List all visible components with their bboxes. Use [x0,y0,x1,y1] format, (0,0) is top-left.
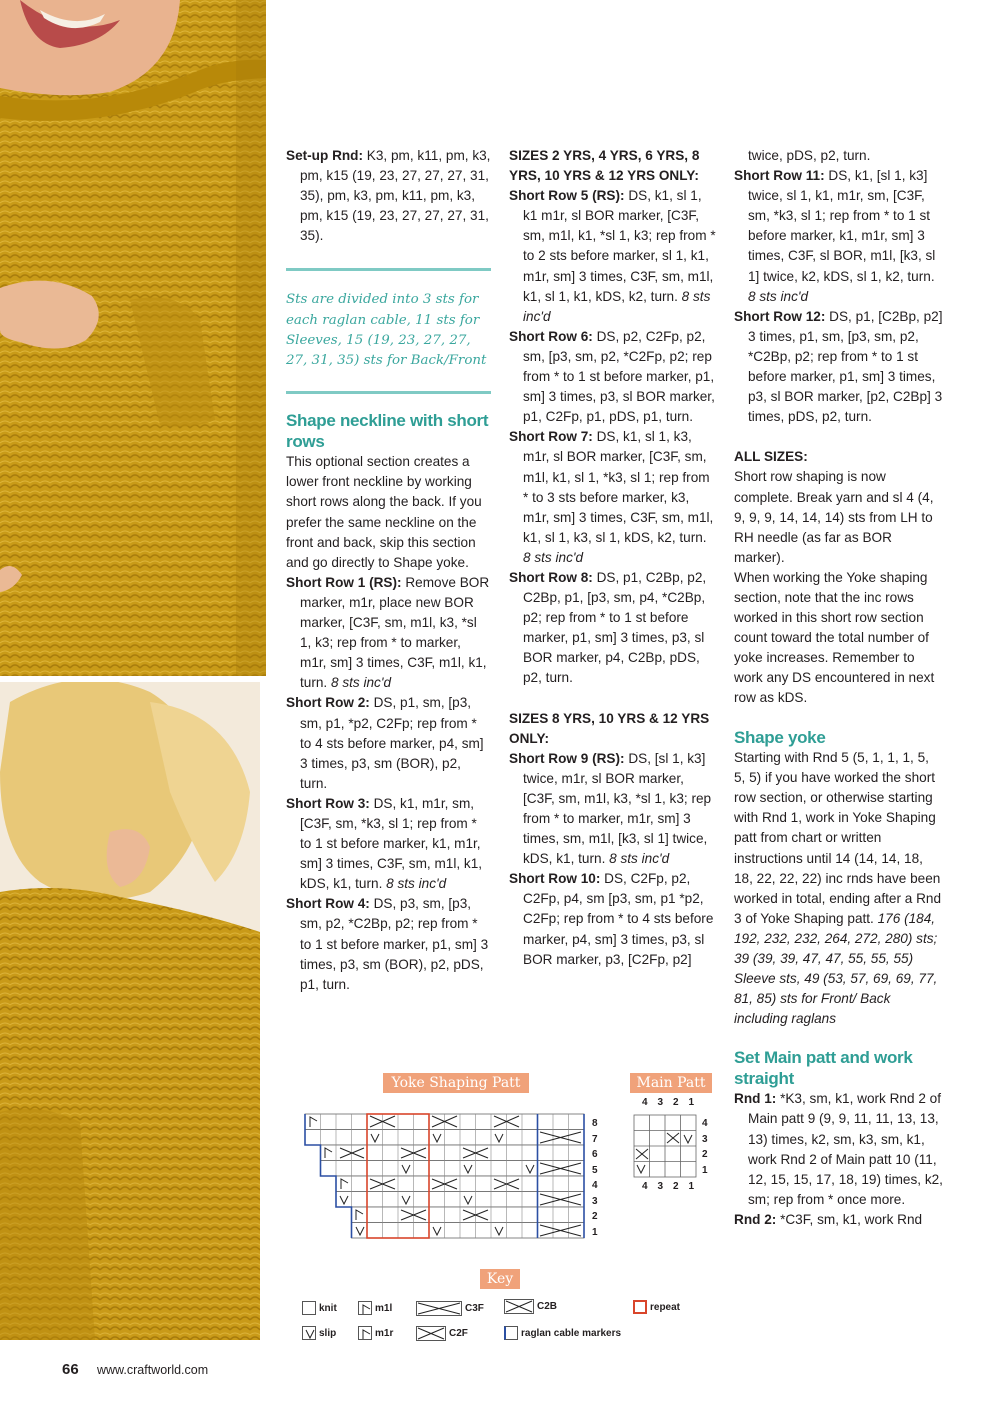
main-col-number: 1 [688,1097,695,1108]
short-row-9-label: Short Row 9 (RS): [509,750,625,766]
shape-yoke-body: Starting with Rnd 5 (5, 1, 1, 1, 5, 5, 5) if you have worked the short row section, or otherwise starting with Rnd 1, work in Yoke Shaping patt from chart or written instructions until 14 (14, 14, 18, 18, 22, 22, 22) inc rnds have been worked in total, ending after a Rnd 3 of Yoke Shaping patt. [734,750,942,926]
key-c2f-label: C2F [449,1328,468,1339]
short-row-11-text: DS, k1, [sl 1, k3] twice, sl 1, k1, m1r, sm, [C3F, sm, *k3, sl 1; rep from * to 1 st before marker, k1, m1r, sm] 3 times, C3F, sl BOR, m1l, [k3, sl 1] twice, k2, kDS, sl 1, k2, turn. [748,168,936,284]
short-row-9-text: DS, [sl 1, k3] twice, m1r, sl BOR marker, [C3F, sm, m1l, k3, *sl 1, k3; rep from * to marker, m1r, sm] 3 times, sm, m1l, [k3, sl 1] twice, kDS, k1, turn. [523,750,712,867]
short-row-1-text: Remove BOR marker, m1r, place new BOR marker, [C3F, sm, m1l, k3, *sl 1, k3; rep from * to marker, m1r, sm] 3 times, C3F, m1l, k1, turn. [300,574,490,691]
all-sizes-text: Short row shaping is now complete. Break yarn and sl 4 (4, 9, 9, 9, 14, 14, 14) sts from LH to RH needle (as far as BOR marker). [734,469,934,565]
key-repeat [633,1300,680,1314]
sizes-heading-b: SIZES 8 YRS, 10 YRS & 12 YRS ONLY: [509,710,710,746]
yoke-chart-title: Yoke Shaping Patt [383,1073,529,1093]
key-m1l-label: m1l [375,1302,393,1314]
key-knit-label: knit [319,1302,337,1314]
short-row-5 [509,186,717,327]
key-raglan-label: raglan cable markers [521,1327,622,1339]
setup-round-text: K3, pm, k11, pm, k3, pm, k15 (19, 23, 27, 27, 27, 31, 35), pm, k3, pm, k11, pm, k3, pm, k15 (19, 23, 27, 27, 27, 31, 35). [300,148,491,244]
short-row-11-inc: 8 sts inc'd [748,288,809,304]
short-row-12-label: Short Row 12: [734,308,826,324]
column-1 [286,146,491,995]
all-sizes-heading: ALL SIZES: [734,449,808,465]
repeat-symbol-icon [633,1300,647,1314]
short-row-7 [509,427,717,568]
yoke-note: When working the Yoke shaping section, note that the inc rows worked in this short row section count toward the total number of yoke increases. Remember to work any DS encountered in next row as kDS. [734,569,935,706]
c2b-symbol-icon [504,1299,534,1314]
key-m1r [358,1326,393,1340]
key-c3f-wide [416,1301,484,1316]
column-2 [509,146,717,970]
stitch-division-note: Sts are divided into 3 sts for each raglan cable, 11 sts for Sleeves, 15 (19, 23, 27, 27, 27, 31, 35) sts for Back/Front [286,292,487,369]
yoke-row-number: 4 [592,1180,598,1191]
short-row-12 [734,307,944,428]
short-row-5-label: Short Row 5 (RS): [509,188,625,204]
key-raglan [504,1326,621,1340]
round-1-text: *K3, sm, k1, work Rnd 2 of Main patt 9 (9, 9, 11, 11, 13, 13, 13) times, k2, sm, k3, sm, k1, work Rnd 2 of Main patt 10 (11, 12, 15, 15, 17, 18, 19) times, k2, sm; rep from * once more. [748,1091,943,1207]
key-title: Key [480,1269,520,1289]
short-row-7-label: Short Row 7: [509,429,593,445]
website-url: www.craftworld.com [97,1363,209,1377]
short-row-3 [286,794,491,894]
key-slip [302,1326,336,1340]
main-col-number: 3 [657,1097,664,1108]
short-row-1 [286,573,491,694]
short-row-8 [509,568,717,689]
short-row-8-text: DS, p1, C2Bp, p2, C2Bp, p1, [p3, sm, p4, *C2Bp, p2; rep from * to 1 st before marker, p1, sm] 3 times, p3, sl BOR marker, p4, C2Bp, pDS, p2, turn. [523,569,707,686]
sizes-heading-a: SIZES 2 YRS, 4 YRS, 6 YRS, 8 YRS, 10 YRS & 12 YRS ONLY: [509,148,700,184]
main-row-number: 1 [702,1164,708,1176]
key-m1r-label: m1r [375,1327,394,1339]
yoke-shaping-chart [300,1108,610,1246]
c3f-symbol-icon [416,1301,462,1316]
shape-yoke-counts: 176 (184, 192, 232, 232, 264, 272, 280) sts; 39 (39, 39, 47, 47, 55, 55, 55) Sleeve sts, 49 (53, 57, 69, 69, 77, 81, 85) sts for Front/ Back including raglans [734,910,938,1027]
short-row-1-label: Short Row 1 (RS): [286,574,402,590]
yoke-row-number: 8 [592,1118,598,1129]
yoke-row-number: 6 [592,1149,598,1160]
neckline-intro: This optional section creates a lower front neckline by working short rows along the back. If you prefer the same neckline on the front and back, skip this section and go directly to Shape yoke. [286,454,482,570]
main-row-number: 2 [702,1149,708,1160]
chart-key [300,1297,681,1343]
shape-yoke-text [734,748,944,1029]
short-row-3-inc: 8 sts inc'd [386,876,447,892]
yoke-shaping-chart-grid [300,1108,610,1246]
round-2 [734,1210,944,1230]
raglan-marker-symbol-icon [504,1326,518,1340]
short-row-5-inc: 8 sts inc'd [523,288,711,324]
short-row-6-label: Short Row 6: [509,328,593,344]
main-col-number: 4 [641,1181,648,1192]
photo-child-back-image [0,682,260,1340]
short-row-10-text: DS, C2Fp, p2, C2Fp, p4, sm [p3, sm, p1 *p2, C2Fp; rep from * to 4 sts before marker, p4, sm] 3 times, p3, sl BOR marker, p3, [C2Fp, p2] [523,871,714,967]
c2f-symbol-icon [416,1326,446,1341]
yoke-row-number: 3 [592,1195,598,1207]
section-heading-shape-yoke: Shape yoke [734,727,826,747]
short-row-4-text: DS, p3, sm, [p3, sm, p2, *C2Bp, p2; rep from * to 1 st before marker, p1, sm] 3 times, p3, sm (BOR), p2, pDS, p1, turn. [300,896,489,992]
short-row-8-label: Short Row 8: [509,569,593,585]
short-row-6 [509,327,717,427]
main-row-number: 4 [702,1118,708,1129]
short-row-2-label: Short Row 2: [286,695,370,711]
short-row-9 [509,749,717,870]
main-col-number: 1 [688,1181,695,1192]
key-c2b [504,1299,557,1314]
main-col-number: 4 [641,1097,648,1108]
slip-symbol-icon [302,1326,316,1340]
key-c2f [416,1326,468,1341]
main-row-numbers [702,1116,708,1178]
short-row-3-label: Short Row 3: [286,795,370,811]
page-number: 66 [62,1361,79,1378]
short-row-10 [509,869,717,969]
section-heading-shape-neckline: Shape neckline with short rows [286,411,489,451]
short-row-1-inc: 8 sts inc'd [330,675,392,691]
short-row-10-label: Short Row 10: [509,871,601,887]
main-col-number: 2 [672,1097,679,1108]
short-row-11-label: Short Row 11: [734,168,825,184]
main-col-numbers-top [637,1097,699,1108]
photo-child-front [0,0,266,676]
key-c3f-label: C3F [465,1303,484,1314]
short-row-4 [286,894,491,994]
short-row-11 [734,166,944,307]
main-col-number: 3 [657,1181,664,1192]
short-row-5-text: DS, k1, sl 1, k1 m1r, sl BOR marker, [C3F, sm, m1l, k1, *sl 1, k3; rep from * to 2 sts before marker, sl 1, k1, m1r, sm] 3 times, C3F, sm, m1l, k1, sl 1, k1, kDS, k2, turn. [523,188,716,304]
short-row-10-continued: twice, pDS, p2, turn. [748,148,871,163]
yoke-row-number: 2 [592,1211,598,1222]
setup-round-label: Set-up Rnd: [286,148,364,163]
short-row-12-text: DS, p1, [C2Bp, p2] 3 times, p1, sm, [p3, sm, p2, *C2Bp, p2; rep from * to 1 st before marker, p1, sm] 3 times, p3, sl BOR marker, [p2, C2Bp] 3 times, pDS, p2, turn. [748,308,943,425]
knit-symbol-icon [302,1301,316,1315]
main-chart-title: Main Patt [630,1073,712,1093]
yoke-row-number: 1 [592,1226,598,1238]
key-knit [302,1301,337,1315]
short-row-2-text: DS, p1, sm, [p3, sm, p1, *p2, C2Fp; rep from * to 4 sts before marker, p4, sm] 3 times, p3, sm (BOR), p2, turn. [300,695,484,791]
round-2-label: Rnd 2: [734,1211,777,1227]
m1l-symbol-icon [358,1301,372,1315]
key-c2b-label: C2B [537,1301,558,1312]
main-col-numbers-bottom [637,1181,699,1192]
short-row-9-inc: 8 sts inc'd [609,851,670,867]
key-m1l [358,1301,392,1315]
key-repeat-label: repeat [650,1301,681,1313]
short-row-7-text: DS, k1, sl 1, k3, m1r, sl BOR marker, [C3F, sm, m1l, k1, sl 1, *k3, sl 1; rep from * to 3 sts before marker, k3, m1r, sm] 3 times, C3F, sm, m1l, k1, sl 1, k3, sl 1, kDS, k2, turn. [523,429,714,545]
short-row-2 [286,693,491,793]
short-row-4-label: Short Row 4: [286,896,370,912]
short-row-7-inc: 8 sts inc'd [523,549,584,565]
photo-child-front-image [0,0,266,676]
setup-round [286,146,491,246]
main-patt-chart [632,1097,714,1197]
m1r-symbol-icon [358,1326,372,1340]
round-2-text: *C3F, sm, k1, work Rnd [776,1211,923,1227]
short-row-6-text: DS, p2, C2Fp, p2, sm, [p3, sm, p2, *C2Fp, p2; rep from * to 1 st before marker, p1, sm] 3 times, p3, sl BOR marker, p1, C2Fp, p1, pDS, p1, turn. [523,328,715,425]
yoke-row-numbers [592,1116,598,1240]
yoke-row-number: 7 [592,1133,598,1145]
round-1 [734,1089,944,1210]
key-slip-label: slip [319,1327,337,1339]
main-patt-grid [632,1113,702,1179]
round-1-label: Rnd 1: [734,1091,777,1107]
photo-child-back [0,676,266,1340]
section-heading-set-main: Set Main patt and work straight [734,1048,913,1088]
column-3 [734,146,944,1230]
yoke-row-number: 5 [592,1164,598,1176]
short-row-3-text: DS, k1, m1r, sm, [C3F, sm, *k3, sl 1; rep from * to 1 st before marker, k1, m1r, sm] 3 times, C3F, sm, m1l, k1, kDS, k1, turn. [300,795,483,892]
main-row-number: 3 [702,1133,708,1145]
main-col-number: 2 [672,1181,679,1192]
